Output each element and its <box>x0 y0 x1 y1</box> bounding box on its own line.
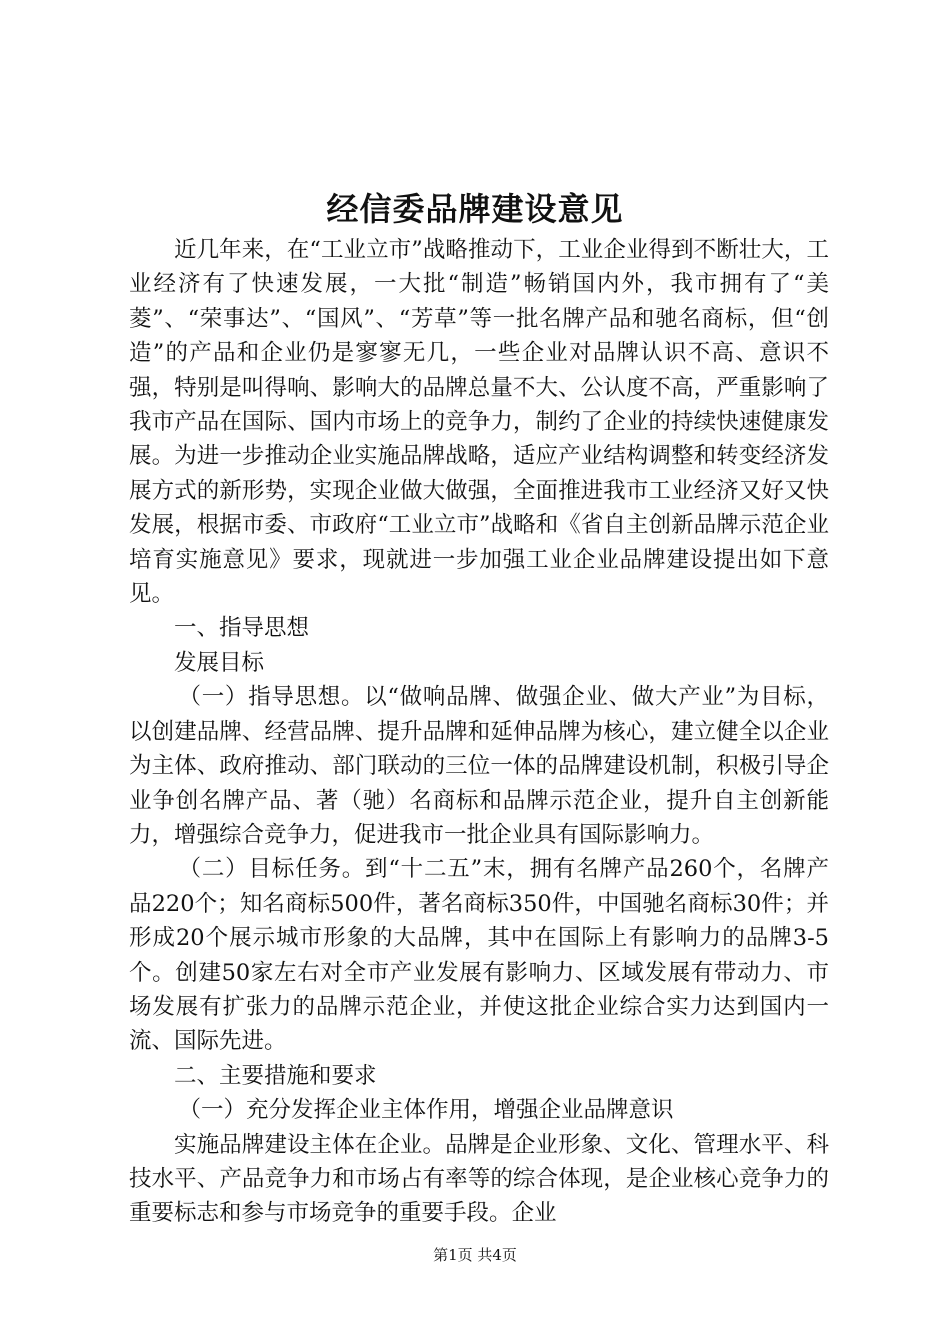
section-heading-guiding-thought: 一、指导思想 <box>174 615 310 642</box>
paragraph-brand-building: 实施品牌建设主体在企业。品牌是企业形象、文化、管理水平、科技水平、产品竞争力和市场占有率等的综合体现，是企业核心竞争力的重要标志和参与市场竞争的重要手段。企业 <box>129 1131 829 1227</box>
document-body <box>129 233 829 1231</box>
paragraph-guiding-thought: （一）指导思想。以“做响品牌、做强企业、做大产业”为目标，以创建品牌、经营品牌、提升品牌和延伸品牌为核心，建立健全以企业为主体、政府推动、部门联动的三位一体的品牌建设机制，积极引导企业争创名牌产品、著（驰）名商标和品牌示范企业，提升自主创新能力，增强综合竞争力，促进我市一批企业具有国际影响力。 <box>129 684 829 848</box>
page-footer: 第1页 共4页 <box>433 1246 517 1264</box>
paragraph-target-tasks: （二）目标任务。到“十二五”末，拥有名牌产品260个，名牌产品220个；知名商标500件，著名商标350件，中国驰名商标30件；并形成20个展示城市形象的大品牌，其中在国际上有影响力的品牌3-5个。创建50家左右对全市产业发展有影响力、区域发展有带动力、市场发展有扩张力的品牌示范企业，并使这批企业综合实力达到国内一流、国际先进。 <box>129 856 829 1055</box>
section-heading-main-measures: 二、主要措施和要求 <box>174 1062 377 1089</box>
section-heading-development-goals: 发展目标 <box>174 649 265 676</box>
subheading-enterprise-role: （一）充分发挥企业主体作用，增强企业品牌意识 <box>178 1097 674 1124</box>
paragraph-intro: 近几年来，在“工业立市”战略推动下，工业企业得到不断壮大，工业经济有了快速发展，一大批“制造”畅销国内外，我市拥有了“美菱”、“荣事达”、“国风”、“芳草”等一批名牌产品和驰名商标，但“创造”的产品和企业仍是寥寥无几，一些企业对品牌认识不高、意识不强，特别是叫得响、影响大的品牌总量不大、公认度不高，严重影响了我市产品在国际、国内市场上的竞争力，制约了企业的持续快速健康发展。为进一步推动企业实施品牌战略，适应产业结构调整和转变经济发展方式的新形势，实现企业做大做强，全面推进我市工业经济又好又快发展，根据市委、市政府“工业立市”战略和《省自主创新品牌示范企业培育实施意见》要求，现就进一步加强工业企业品牌建设提出如下意见。 <box>129 237 829 608</box>
document-title: 经信委品牌建设意见 <box>326 190 624 228</box>
